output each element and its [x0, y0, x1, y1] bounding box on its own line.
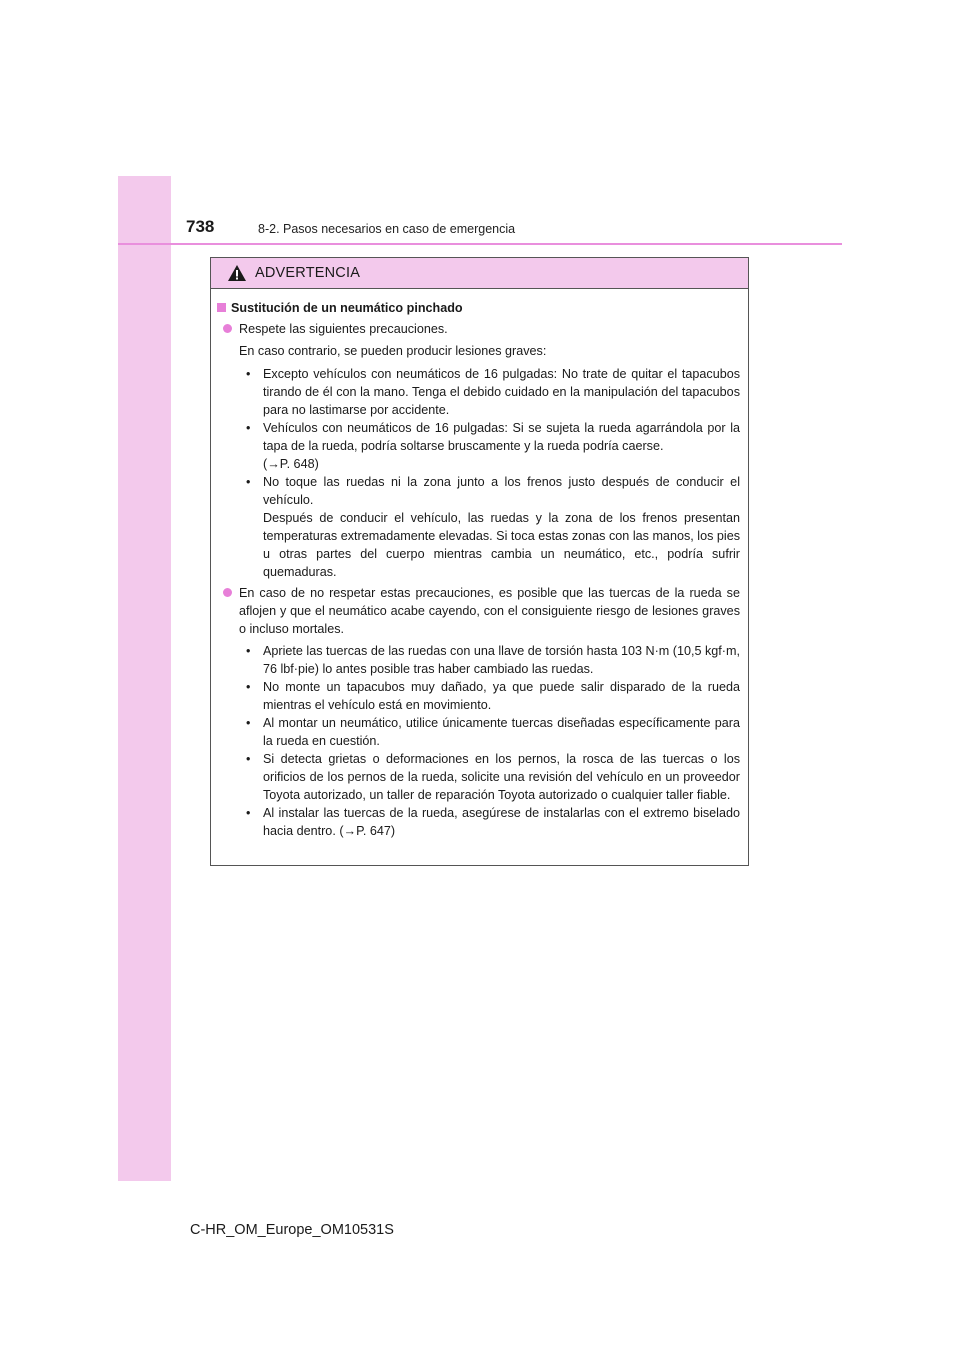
page-reference: (→P. 648)	[263, 457, 319, 471]
pink-circle-icon	[223, 588, 232, 597]
list-item	[217, 678, 740, 714]
footer-document-code: C-HR_OM_Europe_OM10531S	[190, 1222, 394, 1238]
list-item	[217, 419, 740, 473]
item-1	[223, 320, 740, 338]
item-2	[223, 584, 740, 638]
bullet-dot-icon: •	[246, 367, 251, 381]
bullet-dot-icon: •	[246, 644, 251, 658]
pink-square-icon	[217, 303, 226, 312]
section-title: 8-2. Pasos necesarios en caso de emergencia	[258, 222, 516, 236]
bullet-text: Al montar un neumático, utilice únicamente tuercas diseñadas específicamente para la rueda en cuestión.	[263, 716, 740, 748]
bullet-dot-icon: •	[246, 716, 251, 730]
warning-header	[211, 258, 748, 289]
page-number: 738	[186, 217, 215, 236]
warning-body	[211, 289, 748, 840]
list-item	[217, 365, 740, 419]
header-divider	[118, 243, 842, 245]
bullet-dot-icon: •	[246, 752, 251, 766]
bullet-text: Excepto vehículos con neumáticos de 16 pulgadas: No trate de quitar el tapacubos tirando de él con la mano. Tenga el debido cuidado en la manipulación del tapacubos para no lastimarse por accidente.	[263, 367, 740, 417]
list-item	[217, 473, 740, 581]
bullet-dot-icon: •	[246, 421, 251, 435]
list-item	[217, 642, 740, 678]
item-2-bullets	[217, 642, 740, 840]
bullet-text: No monte un tapacubos muy dañado, ya que puede salir disparado de la rueda mientras el vehículo está en movimiento.	[263, 680, 740, 712]
list-item	[217, 714, 740, 750]
bullet-dot-icon: •	[246, 475, 251, 489]
warning-heading-row	[217, 299, 740, 317]
bullet-text: Si detecta grietas o deformaciones en los pernos, la rosca de las tuercas o los orificios de los pernos de la rueda, solicite una revisión del vehículo en un proveedor Toyota autorizado, un taller de reparación Toyota autorizado o cualquier taller fiable.	[263, 752, 740, 802]
bullet-text: Vehículos con neumáticos de 16 pulgadas: Si se sujeta la rueda agarrándola por la tapa de la rueda, podría soltarse bruscamente y la rueda podría caerse.	[263, 421, 740, 453]
bullet-extra-text: Después de conducir el vehículo, las ruedas y la zona de los frenos presentan temperaturas extremadamente elevadas. Si toca estas zonas con las manos, los pies u otras partes del cuerpo mientras cambia un neumático, etc., podría sufrir quemaduras.	[263, 511, 740, 579]
bullet-dot-icon: •	[246, 806, 251, 820]
warning-label: ADVERTENCIA	[255, 265, 361, 281]
list-item	[217, 804, 740, 840]
warning-box	[210, 257, 749, 866]
list-item	[217, 750, 740, 804]
bullet-dot-icon: •	[246, 680, 251, 694]
warning-heading: Sustitución de un neumático pinchado	[231, 301, 463, 315]
side-tab	[118, 176, 171, 1181]
warning-triangle-icon	[227, 264, 247, 282]
bullet-text: No toque las ruedas ni la zona junto a los frenos justo después de conducir el vehículo.	[263, 475, 740, 507]
item-1-sub: En caso contrario, se pueden producir lesiones graves:	[239, 344, 547, 358]
item-1-bullets	[217, 365, 740, 581]
pink-circle-icon	[223, 324, 232, 333]
bullet-text: Al instalar las tuercas de la rueda, asegúrese de instalarlas con el extremo biselado hacia dentro. (→P. 647)	[263, 806, 740, 838]
item-1-text: Respete las siguientes precauciones.	[239, 322, 448, 336]
bullet-text: Apriete las tuercas de las ruedas con una llave de torsión hasta 103 N·m (10,5 kgf·m, 76 lbf·pie) lo antes posible tras haber cambiado las ruedas.	[263, 644, 740, 676]
item-2-text: En caso de no respetar estas precauciones, es posible que las tuercas de la rueda se aflojen y que el neumático acabe cayendo, con el consiguiente riesgo de lesiones graves o incluso mortales.	[239, 586, 740, 636]
